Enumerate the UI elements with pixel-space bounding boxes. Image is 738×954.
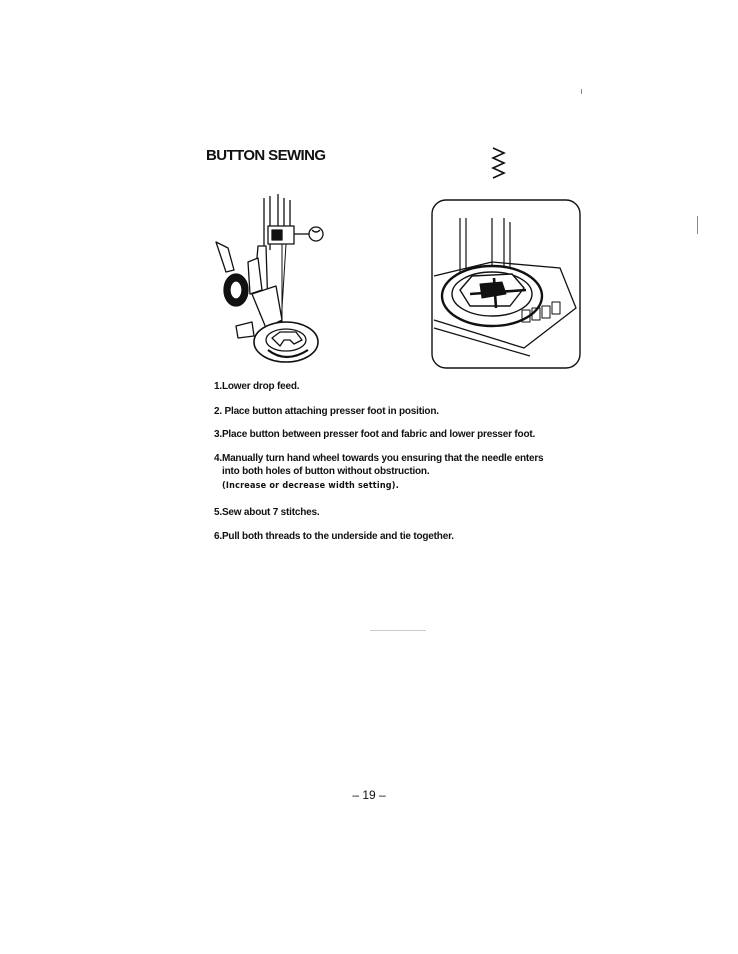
button-foot-illustration [206, 190, 341, 370]
zigzag-stitch-icon [490, 146, 508, 182]
page-title: BUTTON SEWING [206, 147, 326, 164]
button-closeup-illustration [430, 198, 582, 370]
step-5: 5.Sew about 7 stitches. [214, 507, 320, 518]
step-6: 6.Pull both threads to the underside and tie together. [214, 531, 454, 542]
step-4-line-1: 4.Manually turn hand wheel towards you ensuring that the needle enters [214, 453, 544, 464]
width-setting-note: (Increase or decrease width setting). [222, 481, 399, 491]
step-3: 3.Place button between presser foot and fabric and lower presser foot. [214, 429, 536, 440]
scan-speck [370, 630, 426, 631]
step-4-line-2: into both holes of button without obstruction. [222, 466, 430, 477]
step-1: 1.Lower drop feed. [214, 381, 300, 392]
scan-speck [697, 216, 698, 234]
step-4 [214, 452, 543, 478]
scan-speck [581, 89, 582, 94]
step-2: 2. Place button attaching presser foot in position. [214, 406, 439, 417]
page-number: – 19 – [352, 788, 386, 802]
